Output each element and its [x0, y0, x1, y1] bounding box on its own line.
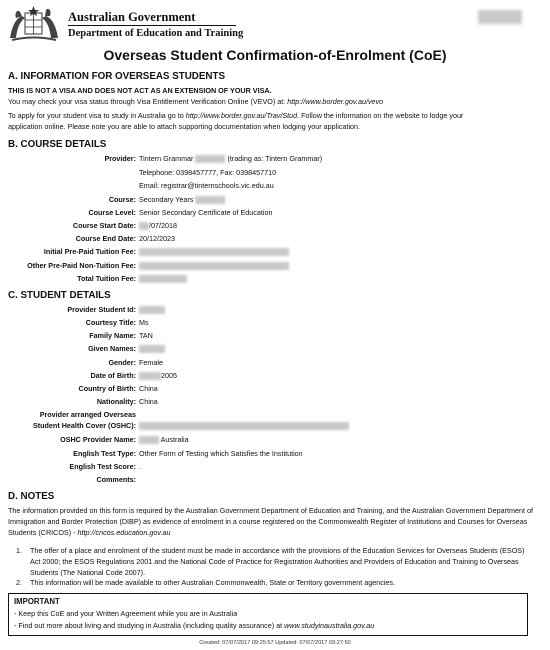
provider-name: Tintern Grammar	[139, 154, 194, 163]
apply-text: To apply for your student visa to study in Australia go to	[8, 111, 186, 120]
apply-text-cont: . Follow the information on the website to lodge your	[297, 111, 464, 120]
english-test-label: English Test Type:	[73, 449, 136, 458]
note-1-text: The offer of a place and enrolment of the student must be made in accordance with the provisions of the Education Services for Overseas Students (ESOS) Act 2000; the ESOS Regulations 2001 and the National Code of Practice for Registration Authorities and Providers of Education and Training to Overseas Students (The National Code 2007).	[30, 546, 525, 577]
course-start-label: Course Start Date:	[72, 221, 136, 230]
country-of-birth-row	[0, 384, 550, 394]
student-id-value	[139, 305, 165, 314]
redacted-student-id	[139, 306, 165, 314]
course-level-value: Senior Secondary Certificate of Education	[139, 208, 273, 217]
course-label: Course:	[108, 195, 136, 204]
non-tuition-fee-row	[0, 261, 550, 271]
english-score-value: .	[139, 462, 141, 471]
tuition-fee-row	[0, 247, 550, 257]
important-title: IMPORTANT	[14, 597, 60, 606]
oshc-provider-name: Australia	[160, 435, 189, 444]
provider-trading: (trading as: Tintern Grammar)	[227, 154, 323, 163]
provider-value	[139, 154, 322, 163]
oshc-label-line2: Student Health Cover (OSHC):	[32, 421, 136, 430]
course-start-row	[0, 221, 550, 231]
redacted-non-tuition	[139, 262, 289, 270]
family-name-label: Family Name:	[89, 331, 136, 340]
oshc-label-row	[0, 410, 550, 420]
redacted-start-day	[139, 222, 149, 230]
course-end-value: 20/12/2023	[139, 234, 175, 243]
student-id-row	[0, 305, 550, 315]
notes-paragraph	[8, 505, 542, 538]
note-item-1	[16, 545, 535, 578]
comments-label: Comments:	[96, 475, 136, 484]
course-end-row	[0, 234, 550, 244]
note-item-2	[16, 577, 535, 588]
page-title: Overseas Student Confirmation-of-Enrolment (CoE)	[103, 47, 447, 63]
oshc-row	[0, 421, 550, 431]
course-end-label: Course End Date:	[75, 234, 136, 243]
vevo-info	[8, 97, 383, 106]
given-names-row	[0, 344, 550, 354]
oshc-value	[139, 421, 349, 430]
redacted-oshc	[139, 422, 349, 430]
family-name-row	[0, 331, 550, 341]
course-start-value	[139, 221, 177, 230]
government-name: Australian Government	[68, 10, 196, 24]
provider-email: Email: registrar@tinternschools.vic.edu.au	[139, 181, 274, 190]
important-line-2-text: - Find out more about living and studying in Australia (including quality assurance) at	[14, 621, 285, 630]
apply-link[interactable]: http://www.border.gov.au/Trav/Stud	[185, 111, 298, 120]
courtesy-label: Courtesy Title:	[85, 318, 136, 327]
redacted-dob	[139, 372, 161, 380]
gender-row	[0, 358, 550, 368]
cricos-link[interactable]: http://cricos.education.gov.au	[77, 528, 171, 537]
notes-text: The information provided on this form is required by the Australian Government Department of Education and Training, and the Australian Government Department of Immigration and Border Protection (DIBP) as evidence of enrolment in a course registered on the Commonwealth Register of Institutions and Courses for Overseas Students (CRICOS) -	[8, 506, 533, 537]
section-c-heading: C. STUDENT DETAILS	[8, 290, 111, 301]
note-2-text: This information will be made available to other Australian Commonwealth, State or Territory government agencies.	[30, 578, 396, 587]
english-test-row	[0, 449, 550, 459]
nationality-label: Nationality:	[96, 397, 136, 406]
given-names-label: Given Names:	[88, 344, 136, 353]
courtesy-row	[0, 318, 550, 328]
note-2-number: 2.	[16, 578, 22, 587]
dob-value	[139, 371, 177, 380]
visa-warning: THIS IS NOT A VISA AND DOES NOT ACT AS AN EXTENSION OF YOUR VISA.	[8, 86, 272, 95]
course-start-date: /07/2018	[149, 221, 177, 230]
redacted-tuition	[139, 248, 289, 256]
total-fee-row	[0, 274, 550, 284]
section-a-heading: A. INFORMATION FOR OVERSEAS STUDENTS	[8, 71, 225, 82]
country-of-birth-value: China	[139, 384, 158, 393]
english-score-row	[0, 462, 550, 472]
student-id-label: Provider Student Id:	[67, 305, 136, 314]
dob-year: 2005	[161, 371, 177, 380]
coat-of-arms-icon	[6, 4, 62, 44]
important-box	[8, 593, 528, 636]
apply-info	[8, 111, 463, 120]
vevo-link[interactable]: http://www.border.gov.au/vevo	[287, 97, 384, 106]
note-1-number: 1.	[16, 546, 22, 555]
study-in-australia-link[interactable]: www.studyinaustralia.gov.au	[284, 621, 375, 630]
apply-info-2: application online. Please note you are able to attach supporting documentation when lodging your application.	[8, 122, 361, 131]
non-tuition-fee-value	[139, 261, 289, 270]
total-fee-value	[139, 274, 187, 283]
tuition-fee-value	[139, 247, 289, 256]
total-fee-label: Total Tuition Fee:	[77, 274, 136, 283]
section-d-heading: D. NOTES	[8, 491, 55, 502]
vevo-text: You may check your visa status through Visa Entitlement Verification Online (VEVO) at:	[8, 97, 288, 106]
course-row	[0, 195, 550, 205]
english-test-value: Other Form of Testing which Satisfies the Institution	[139, 449, 303, 458]
redacted-reference	[478, 10, 522, 24]
oshc-provider-label: OSHC Provider Name:	[60, 435, 136, 444]
header-divider	[68, 25, 236, 26]
important-line-1: - Keep this CoE and your Written Agreement while you are in Australia	[14, 609, 238, 618]
redacted-total	[139, 275, 187, 283]
created-updated-footer: Created: 07/07/2017 09:25:57 Updated: 07/07/2017 09:27:50	[199, 640, 351, 646]
redacted-provider	[195, 155, 225, 163]
redacted-given-names	[139, 345, 165, 353]
provider-label: Provider:	[104, 154, 136, 163]
dob-label: Date of Birth:	[90, 371, 136, 380]
gender-label: Gender:	[108, 358, 136, 367]
non-tuition-fee-label: Other Pre-Paid Non-Tuition Fee:	[27, 261, 136, 270]
department-name: Department of Education and Training	[68, 28, 244, 39]
course-name: Secondary Years	[139, 195, 194, 204]
oshc-label-line1: Provider arranged Overseas	[39, 410, 136, 419]
given-names-value	[139, 344, 165, 353]
provider-row	[0, 154, 550, 164]
document-header	[6, 4, 544, 44]
tuition-fee-label: Initial Pre-Paid Tuition Fee:	[43, 247, 136, 256]
nationality-value: China	[139, 397, 158, 406]
nationality-row	[0, 397, 550, 407]
oshc-provider-row	[0, 435, 550, 445]
section-b-heading: B. COURSE DETAILS	[8, 139, 107, 150]
country-of-birth-label: Country of Birth:	[78, 384, 136, 393]
course-value	[139, 195, 225, 204]
important-line-2	[14, 621, 374, 630]
provider-telephone: Telephone: 0398457777, Fax: 0398457710	[139, 168, 277, 177]
oshc-provider-value	[139, 435, 189, 444]
redacted-oshc-provider	[139, 436, 159, 444]
family-name-value: TAN	[139, 331, 153, 340]
courtesy-value: Ms	[139, 318, 149, 327]
comments-row	[0, 475, 550, 485]
english-score-label: English Test Score:	[69, 462, 136, 471]
course-level-row	[0, 208, 550, 218]
dob-row	[0, 371, 550, 381]
gender-value: Female	[139, 358, 163, 367]
redacted-course	[195, 196, 225, 204]
course-level-label: Course Level:	[88, 208, 136, 217]
